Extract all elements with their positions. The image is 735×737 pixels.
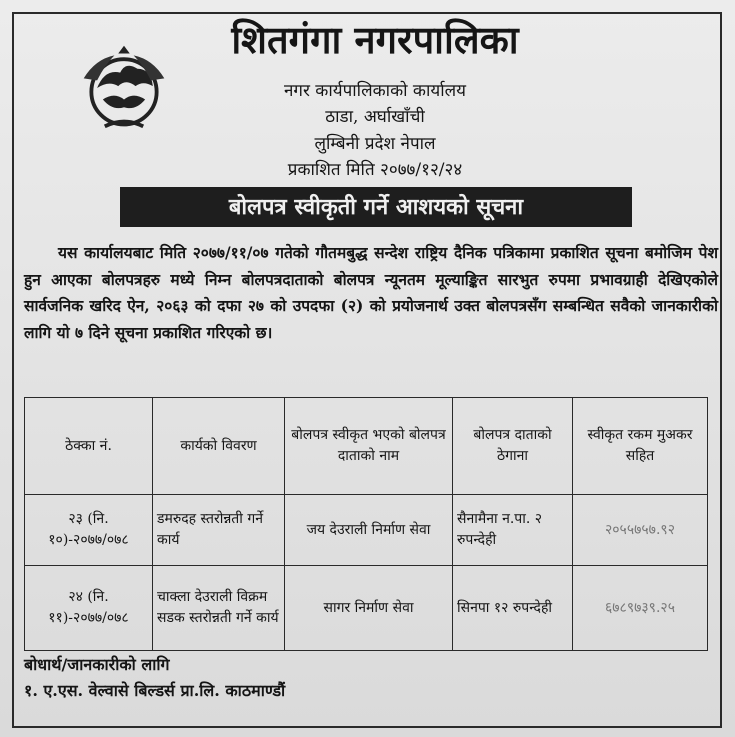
cell-description: चाक्ला देउराली विक्रम सडक स्तरोन्नती गर्ने कार्य <box>153 566 285 651</box>
header-bidder: बोलपत्र स्वीकृत भएको बोलपत्र दाताको नाम <box>285 398 453 495</box>
cell-amount: २०५५७५७.९२ <box>573 495 708 566</box>
cc-heading: बोधार्थ/जानकारीको लागि <box>24 655 170 674</box>
cell-contract-no: २४ (नि. ११)-२०७७/०७८ <box>25 566 153 651</box>
table-header-row <box>25 398 708 495</box>
header-amount: स्वीकृत रकम मुअकर सहित <box>573 398 708 495</box>
bid-acceptance-table <box>24 397 708 651</box>
office-location: ठाडा, अर्घाखाँची <box>325 107 425 127</box>
notice-title-banner: बोलपत्र स्वीकृती गर्ने आशयको सूचना <box>120 187 632 227</box>
cell-address: सिनपा १२ रुपन्देही <box>453 566 573 651</box>
cell-address: सैनामैना न.पा. २ रुपन्देही <box>453 495 573 566</box>
cell-bidder: सागर निर्माण सेवा <box>285 566 453 651</box>
header-contract-no: ठेक्का नं. <box>25 398 153 495</box>
header-address: बोलपत्र दाताको ठेगाना <box>453 398 573 495</box>
notice-body: यस कार्यालयबाट मिति २०७७/११/०७ गतेको गौतमबुद्ध सन्देश राष्ट्रिय दैनिक पत्रिकामा प्रकाशित सूचना बमोजिम पेश हुन आएका बोलपत्रहरु मध्ये निम्न बोलपत्रदाताको बोलपत्र न्यूनतम मूल्याङ्कित सारभुत रुपमा प्रभावग्राही देखिएकोले सार्वजनिक खरिद ऐन, २०६३ को दफा २७ को उपदफा (२) को प्रयोजनार्थ उक्त बोलपत्रसँग सम्बन्धित सवैको जानकारीको लागि यो ७ दिने सूचना प्रकाशित गरिएको छ। <box>24 243 718 342</box>
table-row <box>25 566 708 651</box>
cell-amount: ६७८९७३९.२५ <box>573 566 708 651</box>
cell-bidder: जय देउराली निर्माण सेवा <box>285 495 453 566</box>
cell-contract-no: २३ (नि. १०)-२०७७/०७८ <box>25 495 153 566</box>
cc-item: १. ए.एस. वेल्वासे बिल्डर्स प्रा.लि. काठमाण्डौं <box>24 681 286 700</box>
org-title: शितगंगा नगरपालिका <box>231 17 519 62</box>
office-name: नगर कार्यपालिकाको कार्यालय <box>283 81 467 101</box>
publish-date: प्रकाशित मिति २०७७/१२/२४ <box>287 160 463 180</box>
header-description: कार्यको विवरण <box>153 398 285 495</box>
table-row <box>25 495 708 566</box>
municipality-emblem-icon <box>76 40 172 136</box>
cell-description: डमरुदह स्तरोन्नती गर्ने कार्य <box>153 495 285 566</box>
office-province: लुम्बिनी प्रदेश नेपाल <box>314 134 436 154</box>
